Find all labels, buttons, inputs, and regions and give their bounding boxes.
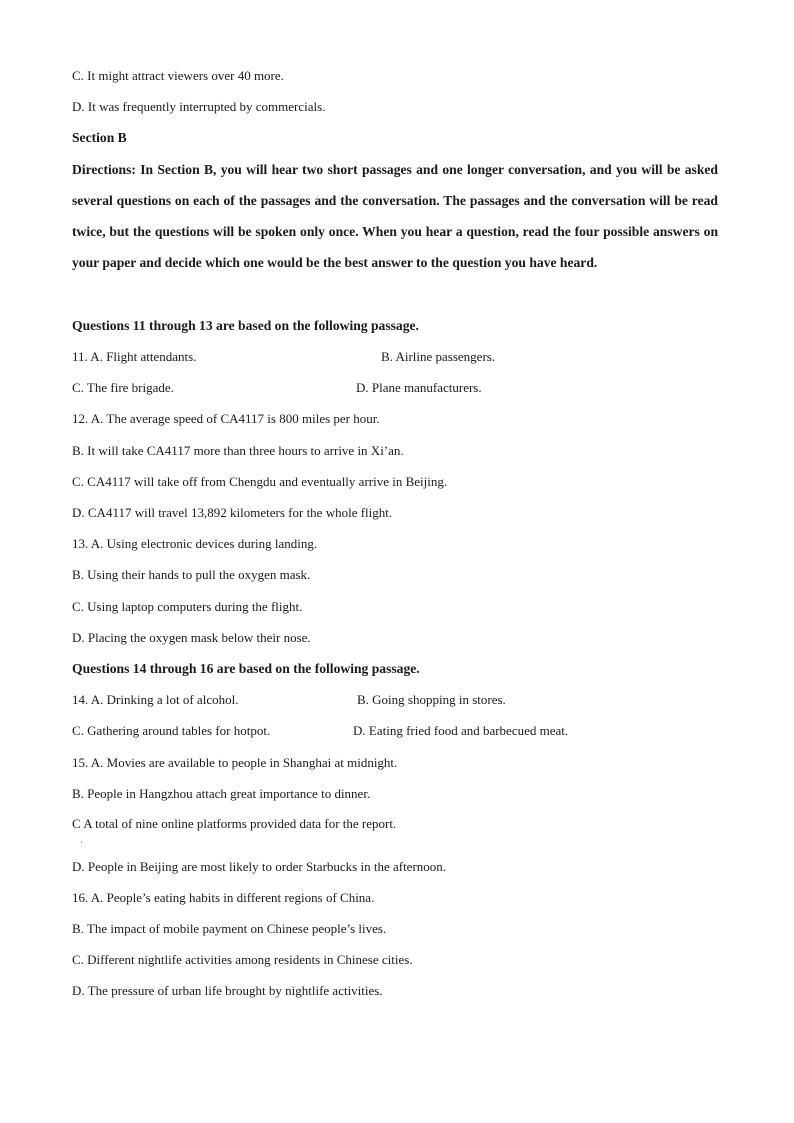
q13-option-a: 13. A. Using electronic devices during landing. <box>72 536 318 551</box>
q12-option-d: D. CA4117 will travel 13,892 kilometers for the whole flight. <box>72 505 393 520</box>
stray-dot-mark: · <box>80 838 83 847</box>
q15-option-d: D. People in Beijing are most likely to order Starbucks in the afternoon. <box>72 859 447 874</box>
section-directions: Directions: In Section B, you will hear two short passages and one longer conversation, and you will be asked several questions on each of the passages and the conversation. The passages and the conversation will be read twice, but the questions will be spoken only once. When you hear a question, read the four possible answers on your paper and decide which one would be the best answer to the question you have heard. <box>72 162 718 270</box>
q11-option-c: C. The fire brigade. <box>72 380 174 395</box>
q12-option-b: B. It will take CA4117 more than three hours to arrive in Xi’an. <box>72 443 404 458</box>
q12-option-c: C. CA4117 will take off from Chengdu and eventually arrive in Beijing. <box>72 474 448 489</box>
q10-option-d: D. It was frequently interrupted by commercials. <box>72 99 326 114</box>
group-heading-11-13: Questions 11 through 13 are based on the following passage. <box>72 318 419 333</box>
q13-option-c: C. Using laptop computers during the flight. <box>72 599 303 614</box>
q11-option-d: D. Plane manufacturers. <box>356 380 482 395</box>
q12-option-a: 12. A. The average speed of CA4117 is 800 miles per hour. <box>72 411 380 426</box>
q14-option-c: C. Gathering around tables for hotpot. <box>72 723 271 738</box>
group-heading-14-16: Questions 14 through 16 are based on the following passage. <box>72 661 420 676</box>
q14-option-a: 14. A. Drinking a lot of alcohol. <box>72 692 239 707</box>
q15-option-a: 15. A. Movies are available to people in Shanghai at midnight. <box>72 755 398 770</box>
q11-option-b: B. Airline passengers. <box>381 349 496 364</box>
q11-option-a: 11. A. Flight attendants. <box>72 349 197 364</box>
q16-option-a: 16. A. People’s eating habits in different regions of China. <box>72 890 375 905</box>
q16-option-b: B. The impact of mobile payment on Chinese people’s lives. <box>72 921 387 936</box>
q14-option-b: B. Going shopping in stores. <box>357 692 506 707</box>
q14-option-d: D. Eating fried food and barbecued meat. <box>353 723 569 738</box>
q16-option-c: C. Different nightlife activities among residents in Chinese cities. <box>72 952 413 967</box>
section-title: Section B <box>72 130 127 145</box>
q10-option-c: C. It might attract viewers over 40 more. <box>72 68 284 83</box>
q16-option-d: D. The pressure of urban life brought by nightlife activities. <box>72 983 383 998</box>
q13-option-b: B. Using their hands to pull the oxygen mask. <box>72 567 311 582</box>
q13-option-d: D. Placing the oxygen mask below their nose. <box>72 630 311 645</box>
q15-option-b: B. People in Hangzhou attach great importance to dinner. <box>72 786 371 801</box>
q15-option-c: C A total of nine online platforms provided data for the report. <box>72 816 397 831</box>
